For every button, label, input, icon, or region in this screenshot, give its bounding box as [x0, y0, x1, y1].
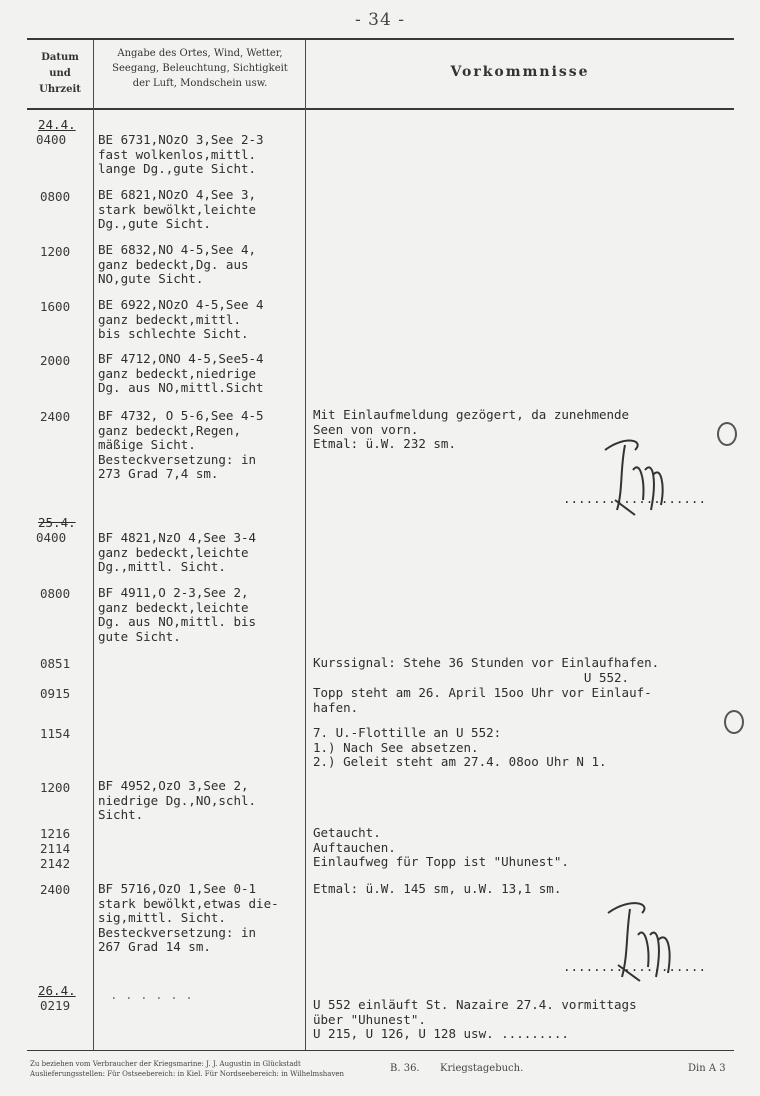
time-entry: 0800 — [40, 189, 71, 204]
event-entry: U 552 einläuft St. Nazaire 27.4. vormittags über "Uhunest". U 215, U 126, U 128 usw. ......... — [313, 997, 637, 1041]
header-date-line: und — [49, 68, 71, 79]
header-place-line: Seegang, Beleuchtung, Sichtigkeit — [112, 63, 288, 74]
weather-entry: BF 4712,ONO 4-5,See5-4 ganz bedeckt,niedrige Dg. aus NO,mittl.Sicht — [98, 351, 264, 395]
footer-din: Din A 3 — [688, 1063, 726, 1074]
time-entry: 0800 — [40, 586, 71, 601]
weather-entry: BF 4732, O 5-6,See 4-5 ganz bedeckt,Regen, mäßige Sicht. Besteckversetzung: in 273 Grad 7,4 sm. — [98, 408, 264, 481]
weather-entry: BF 4911,O 2-3,See 2, ganz bedeckt,leichte Dg. aus NO,mittl. bis gute Sicht. — [98, 585, 257, 644]
date-marker: 26.4. — [38, 983, 76, 998]
header-date — [27, 50, 93, 98]
event-entry: Etmal: ü.W. 145 sm, u.W. 13,1 sm. — [313, 881, 562, 896]
signature-2 — [600, 895, 680, 990]
time-entry: 1600 — [40, 299, 71, 314]
weather-entry: . . . . . . — [110, 987, 193, 1002]
time-entry: 1200 — [40, 244, 71, 259]
header-place-line: Angabe des Ortes, Wind, Wetter, — [117, 48, 283, 59]
time-entry: 0400 — [36, 132, 67, 147]
time-entry: 2142 — [40, 856, 71, 871]
top-rule — [27, 38, 734, 40]
time-entry: 1154 — [40, 726, 71, 741]
date-marker: 25.4. — [38, 515, 76, 530]
time-entry: 0219 — [40, 998, 71, 1013]
event-entry: Mit Einlaufmeldung gezögert, da zunehmende Seen von vorn. — [313, 407, 630, 437]
weather-entry: BF 4821,NzO 4,See 3-4 ganz bedeckt,leichte Dg.,mittl. Sicht. — [98, 530, 257, 574]
bottom-rule — [27, 1050, 734, 1051]
date-marker: 24.4. — [38, 117, 76, 132]
footer-distribution: Auslieferungsstellen: Für Ostseebereich: in Kiel. Für Nordseebereich: in Wilhelmshaven — [30, 1070, 345, 1078]
signature-dots: ................... — [563, 959, 706, 974]
time-entry: 0400 — [36, 530, 67, 545]
event-entry: Kurssignal: Stehe 36 Stunden vor Einlaufhafen. U 552. — [313, 655, 660, 685]
time-entry: 2400 — [40, 882, 71, 897]
time-entry: 2400 — [40, 409, 71, 424]
footer-form-number: B. 36. — [390, 1063, 420, 1074]
time-entry: 0851 — [40, 656, 71, 671]
time-entry: 1216 — [40, 826, 71, 841]
footer-publisher: Zu beziehen vom Verbraucher der Kriegsmarine: J. J. Augustin in Glückstadt — [30, 1060, 301, 1068]
signature-dots: ................... — [563, 491, 706, 506]
header-events: Vorkommnisse — [450, 64, 590, 80]
time-entry: 0915 — [40, 686, 71, 701]
header-date-line: Datum — [41, 52, 79, 63]
event-entry: Topp steht am 26. April 15oo Uhr vor Einlauf- hafen. — [313, 685, 652, 715]
header-place-line: der Luft, Mondschein usw. — [132, 78, 268, 89]
header-date-line: Uhrzeit — [39, 84, 81, 95]
weather-entry: BF 4952,OzO 3,See 2, niedrige Dg.,NO,schl. Sicht. — [98, 778, 257, 822]
event-entry: Getaucht. Auftauchen. Einlaufweg für Topp ist "Uhunest". — [313, 825, 569, 869]
event-entry: 7. U.-Flottille an U 552: 1.) Nach See absetzen. 2.) Geleit steht am 27.4. 08oo Uhr N 1. — [313, 725, 607, 769]
weather-entry: BE 6821,NOzO 4,See 3, stark bewölkt,leichte Dg.,gute Sicht. — [98, 187, 257, 231]
page-number: - 34 - — [355, 10, 405, 30]
punch-hole — [724, 710, 744, 734]
footer-title: Kriegstagebuch. — [440, 1063, 524, 1074]
weather-entry: BE 6731,NOzO 3,See 2-3 fast wolkenlos,mittl. lange Dg.,gute Sicht. — [98, 132, 264, 176]
column-divider-1 — [93, 40, 94, 1050]
event-entry: Etmal: ü.W. 232 sm. — [313, 436, 456, 451]
time-entry: 1200 — [40, 780, 71, 795]
column-divider-2 — [305, 40, 306, 1050]
punch-hole — [717, 422, 737, 446]
weather-entry: BE 6832,NO 4-5,See 4, ganz bedeckt,Dg. aus NO,gute Sicht. — [98, 242, 257, 286]
weather-entry: BE 6922,NOzO 4-5,See 4 ganz bedeckt,mittl. bis schlechte Sicht. — [98, 297, 264, 341]
time-entry: 2000 — [40, 353, 71, 368]
weather-entry: BF 5716,OzO 1,See 0-1 stark bewölkt,etwas die- sig,mittl. Sicht. Besteckversetzung: in 267 Grad 14 sm. — [98, 881, 279, 954]
header-place — [95, 46, 305, 91]
header-rule — [27, 108, 734, 110]
time-entry: 2114 — [40, 841, 71, 856]
signature-1 — [595, 430, 675, 525]
